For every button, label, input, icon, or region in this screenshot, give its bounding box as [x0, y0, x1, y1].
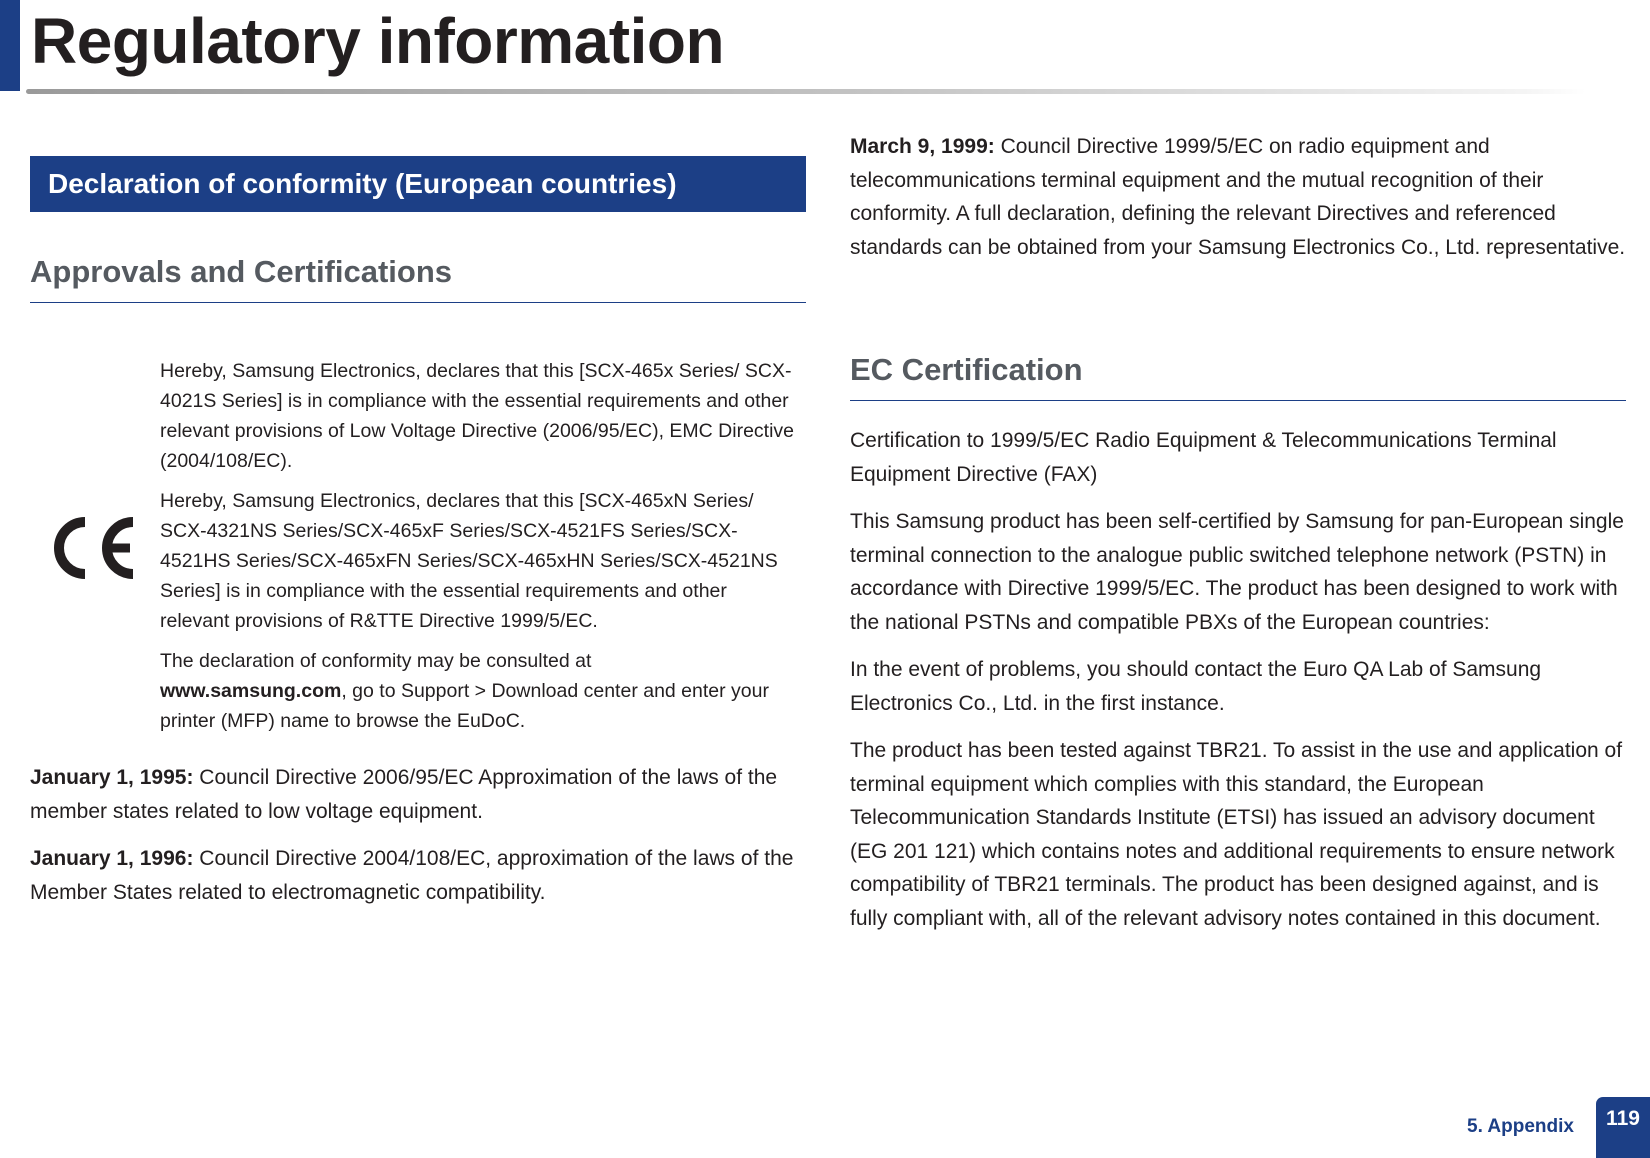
- date-label: March 9, 1999:: [850, 135, 995, 158]
- date-label: January 1, 1995:: [30, 766, 194, 789]
- ec-paragraph-2: This Samsung product has been self-certified by Samsung for pan-European single terminal connection to the analogue public switched telephone network (PSTN) in accordance with Directive 1999/5/EC. The product has been designed to work with the national PSTNs and compatible PBXs of the European countries:: [850, 510, 1624, 634]
- title-underline: [26, 89, 1586, 94]
- consult-text: The declaration of conformity may be consulted at: [160, 650, 592, 672]
- ce-mark-icon: [44, 512, 136, 584]
- directive-text: Council Directive 2004/108/EC, approximation of the laws of the Member States related to electromagnetic compatibility.: [30, 847, 794, 904]
- title-accent-tab: [0, 0, 20, 91]
- directive-dates-left: [30, 761, 806, 909]
- footer-section-label: 5. Appendix: [1467, 1116, 1574, 1137]
- consult-rest: , go to Support > Download center and enter your printer (MFP) name to browse the EuDoC.: [160, 680, 769, 732]
- approvals-heading-rule: [30, 302, 806, 303]
- section-header-bar: [30, 156, 806, 212]
- directive-text: Council Directive 2006/95/EC Approximation of the laws of the member states related to low voltage equipment.: [30, 766, 778, 823]
- consult-paragraph: [160, 646, 800, 736]
- directive-item-1999: [850, 130, 1626, 264]
- ec-paragraph-1: Certification to 1999/5/EC Radio Equipment & Telecommunications Terminal Equipment Directive (FAX): [850, 429, 1557, 486]
- approvals-heading: Approvals and Certifications: [30, 254, 453, 289]
- ec-certification-heading: EC Certification: [850, 352, 1083, 387]
- directive-item-1995: [30, 761, 806, 828]
- directive-item-1996: [30, 842, 806, 909]
- ec-heading-rule: [850, 400, 1626, 401]
- directive-text: Council Directive 1999/5/EC on radio equipment and telecommunications terminal equipment and the mutual recognition of their conformity. A full declaration, defining the relevant Directives and referenced standards can be obtained from your Samsung Electronics Co., Ltd. representative.: [850, 135, 1626, 259]
- date-label: January 1, 1996:: [30, 847, 194, 870]
- ec-certification-body: [850, 424, 1626, 935]
- page-number-box: [1596, 1097, 1650, 1158]
- section-header-label: Declaration of conformity (European countries): [48, 168, 677, 199]
- ec-paragraph-3: In the event of problems, you should contact the Euro QA Lab of Samsung Electronics Co., Ltd. in the first instance.: [850, 658, 1542, 715]
- samsung-link[interactable]: www.samsung.com: [160, 680, 342, 702]
- declaration-1: Hereby, Samsung Electronics, declares that this [SCX-465x Series/ SCX-4021S Series] is in compliance with the essential requirements and other relevant provisions of Low Voltage Directive (2006/95/EC), EMC Directive (2004/108/EC).: [160, 360, 795, 472]
- page-number: 119: [1606, 1107, 1640, 1130]
- ec-paragraph-4: The product has been tested against TBR21. To assist in the use and application of terminal equipment which complies with this standard, the European Telecommunication Standards Institute (ETSI) has issued an advisory document (EG 201 121) which contains notes and additional requirements to ensure network compatibility of TBR21 terminals. The product has been designed against, and is fully compliant with, all of the relevant advisory notes contained in this document.: [850, 739, 1623, 930]
- declaration-2: Hereby, Samsung Electronics, declares that this [SCX-465xN Series/ SCX-4321NS Series/SCX-465xF Series/SCX-4521FS Series/SCX-4521HS Series/SCX-465xFN Series/SCX-465xHN Series/SCX-4521NS Series] is in compliance with the essential requirements and other relevant provisions of R&TTE Directive 1999/5/EC.: [160, 490, 778, 632]
- declaration-block: [160, 356, 800, 736]
- page-title: Regulatory information: [31, 5, 725, 77]
